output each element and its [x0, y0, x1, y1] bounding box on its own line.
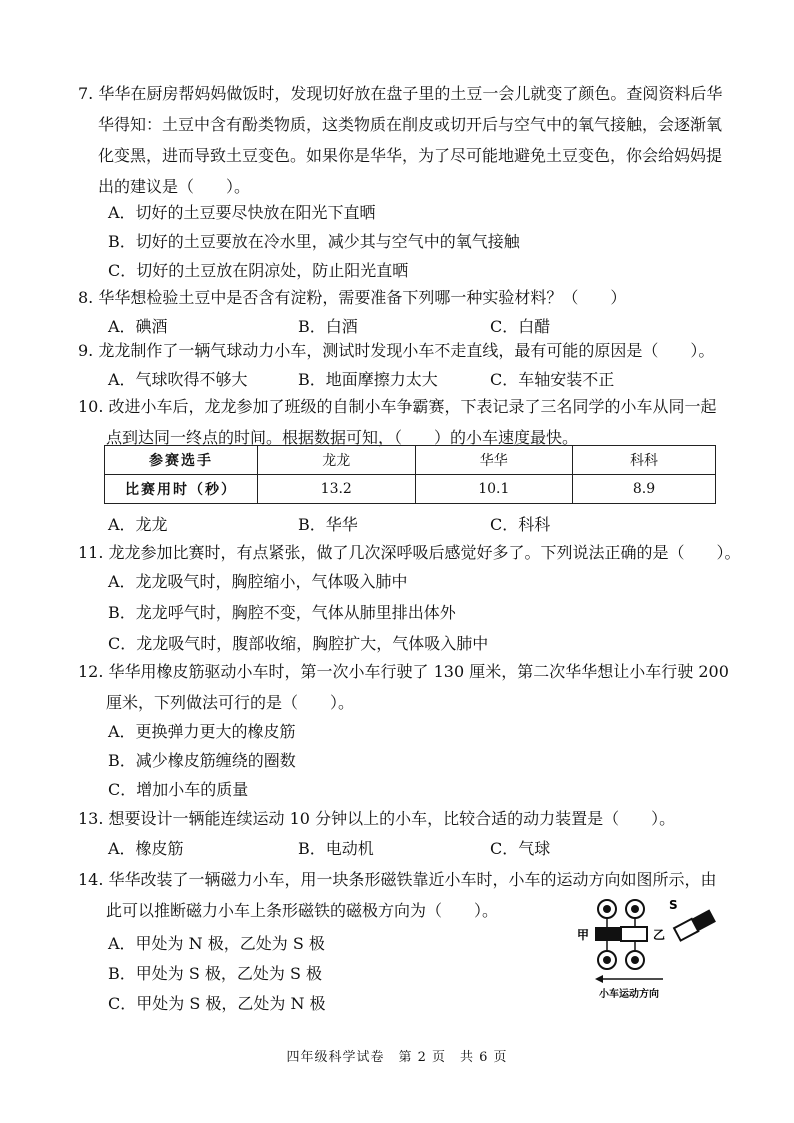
- question-8: [78, 282, 718, 313]
- question-11: [78, 537, 741, 568]
- q13-option-a: A．橡皮筋: [108, 839, 184, 858]
- q8-option-b: B．白酒: [298, 317, 358, 336]
- q12-option-c: C．增加小车的质量: [108, 780, 249, 799]
- q8-option-c: C．白醋: [490, 317, 551, 336]
- table-cell: 8.9: [573, 475, 716, 504]
- question-13: [78, 803, 718, 834]
- magnet-car-diagram: [565, 895, 725, 1005]
- table-row-label: 比赛用时（秒）: [105, 475, 258, 504]
- wheel-icon: [598, 900, 616, 918]
- q13-line-1: 13. 想要设计一辆能连续运动 10 分钟以上的小车，比较合适的动力装置是（ ）。: [78, 809, 676, 828]
- table-header-row: [105, 446, 716, 475]
- q12-option-b: B．减少橡皮筋缠绕的圈数: [108, 751, 296, 770]
- wheel-icon: [626, 900, 644, 918]
- q13-option-c: C．气球: [490, 839, 551, 858]
- table-header-cell: 参赛选手: [105, 446, 258, 475]
- question-10: [78, 391, 718, 453]
- q10-options: [108, 512, 668, 536]
- q14-option-c: C．甲处为 S 极，乙处为 N 极: [108, 994, 326, 1013]
- question-9: [78, 335, 718, 366]
- q10-option-a: A．龙龙: [108, 515, 168, 534]
- label-yi: 乙: [652, 928, 666, 942]
- table-cell: 10.1: [415, 475, 573, 504]
- q11-option-c: C．龙龙吸气时，腹部收缩，胸腔扩大，气体吸入肺中: [108, 634, 489, 653]
- q14-option-b: B．甲处为 S 极，乙处为 S 极: [108, 964, 323, 983]
- q10-line-2: 点到达同一终点的时间。根据数据可知，（ ）的小车速度最快。: [106, 428, 579, 447]
- q9-options: [108, 367, 668, 391]
- q11-option-b: B．龙龙呼气时，胸腔不变，气体从肺里排出体外: [108, 603, 456, 622]
- question-12: [78, 656, 729, 718]
- table-header-cell: 龙龙: [258, 446, 416, 475]
- car-bar-magnet: [595, 927, 647, 941]
- q13-option-b: B．电动机: [298, 839, 374, 858]
- table-header-cell: 华华: [415, 446, 573, 475]
- q9-option-a: A．气球吹得不够大: [108, 370, 248, 389]
- q10-line-1: 10. 改进小车后，龙龙参加了班级的自制小车争霸赛，下表记录了三名同学的小车从同一起: [78, 397, 717, 416]
- q11-option-a: A．龙龙吸气时，胸腔缩小，气体吸入肺中: [108, 572, 408, 591]
- q10-option-c: C．科科: [490, 515, 551, 534]
- q9-option-b: B．地面摩擦力太大: [298, 370, 438, 389]
- arrow-left-icon: [595, 975, 663, 983]
- q9-line-1: 9. 龙龙制作了一辆气球动力小车，测试时发现小车不走直线，最有可能的原因是（ ）。: [78, 341, 715, 360]
- q8-option-a: A．碘酒: [108, 317, 168, 336]
- q12-option-a: A．更换弹力更大的橡皮筋: [108, 722, 296, 741]
- q14-option-a: A．甲处为 N 极，乙处为 S 极: [108, 934, 325, 953]
- q12-line-1: 12. 华华用橡皮筋驱动小车时，第一次小车行驶了 130 厘米，第二次华华想让小车行驶 200: [78, 662, 729, 681]
- q7-line-3: 化变黑，进而导致土豆变色。如果你是华华，为了尽可能地避免土豆变色，你会给妈妈提: [98, 146, 723, 165]
- page-footer: 四年级科学试卷 第 2 页 共 6 页: [286, 1050, 508, 1065]
- magnet-car-figure: [565, 895, 725, 1005]
- wheel-icon: [626, 951, 644, 969]
- direction-caption: 小车运动方向: [599, 989, 659, 1000]
- label-jia: 甲: [576, 928, 590, 942]
- q13-options: [108, 836, 668, 860]
- q8-line-1: 8. 华华想检验土豆中是否含有淀粉，需要准备下列哪一种实验材料？（ ）: [78, 288, 627, 307]
- table-row: [105, 475, 716, 504]
- q12-line-2: 厘米，下列做法可行的是（ ）。: [106, 693, 355, 712]
- race-time-table: [104, 445, 716, 504]
- q7-line-2: 华得知：土豆中含有酚类物质，这类物质在削皮或切开后与空气中的氧气接触，会逐渐氧: [98, 115, 723, 134]
- q7-option-a: A．切好的土豆要尽快放在阳光下直晒: [108, 203, 376, 222]
- label-s-pole: S: [669, 898, 678, 912]
- q10-option-b: B．华华: [298, 515, 358, 534]
- table-header-cell: 科科: [573, 446, 716, 475]
- q9-option-c: C．车轴安装不正: [490, 370, 615, 389]
- q7-option-b: B．切好的土豆要放在冷水里，减少其与空气中的氧气接触: [108, 232, 520, 251]
- question-7: [78, 78, 723, 202]
- q7-line-1: 7. 华华在厨房帮妈妈做饭时，发现切好放在盘子里的土豆一会儿就变了颜色。查阅资料后华: [78, 84, 723, 103]
- q11-line-1: 11. 龙龙参加比赛时，有点紧张，做了几次深呼吸后感觉好多了。下列说法正确的是（ ）。: [78, 543, 741, 562]
- q7-line-4: 出的建议是（ ）。: [98, 177, 251, 196]
- wheel-icon: [598, 951, 616, 969]
- table-cell: 13.2: [258, 475, 416, 504]
- external-bar-magnet: [674, 909, 716, 940]
- q14-line-2: 此可以推断磁力小车上条形磁铁的磁极方向为（ ）。: [106, 901, 499, 920]
- q14-line-1: 14. 华华改装了一辆磁力小车，用一块条形磁铁靠近小车时，小车的运动方向如图所示，由: [78, 870, 717, 889]
- q7-option-c: C．切好的土豆放在阴凉处，防止阳光直晒: [108, 261, 409, 280]
